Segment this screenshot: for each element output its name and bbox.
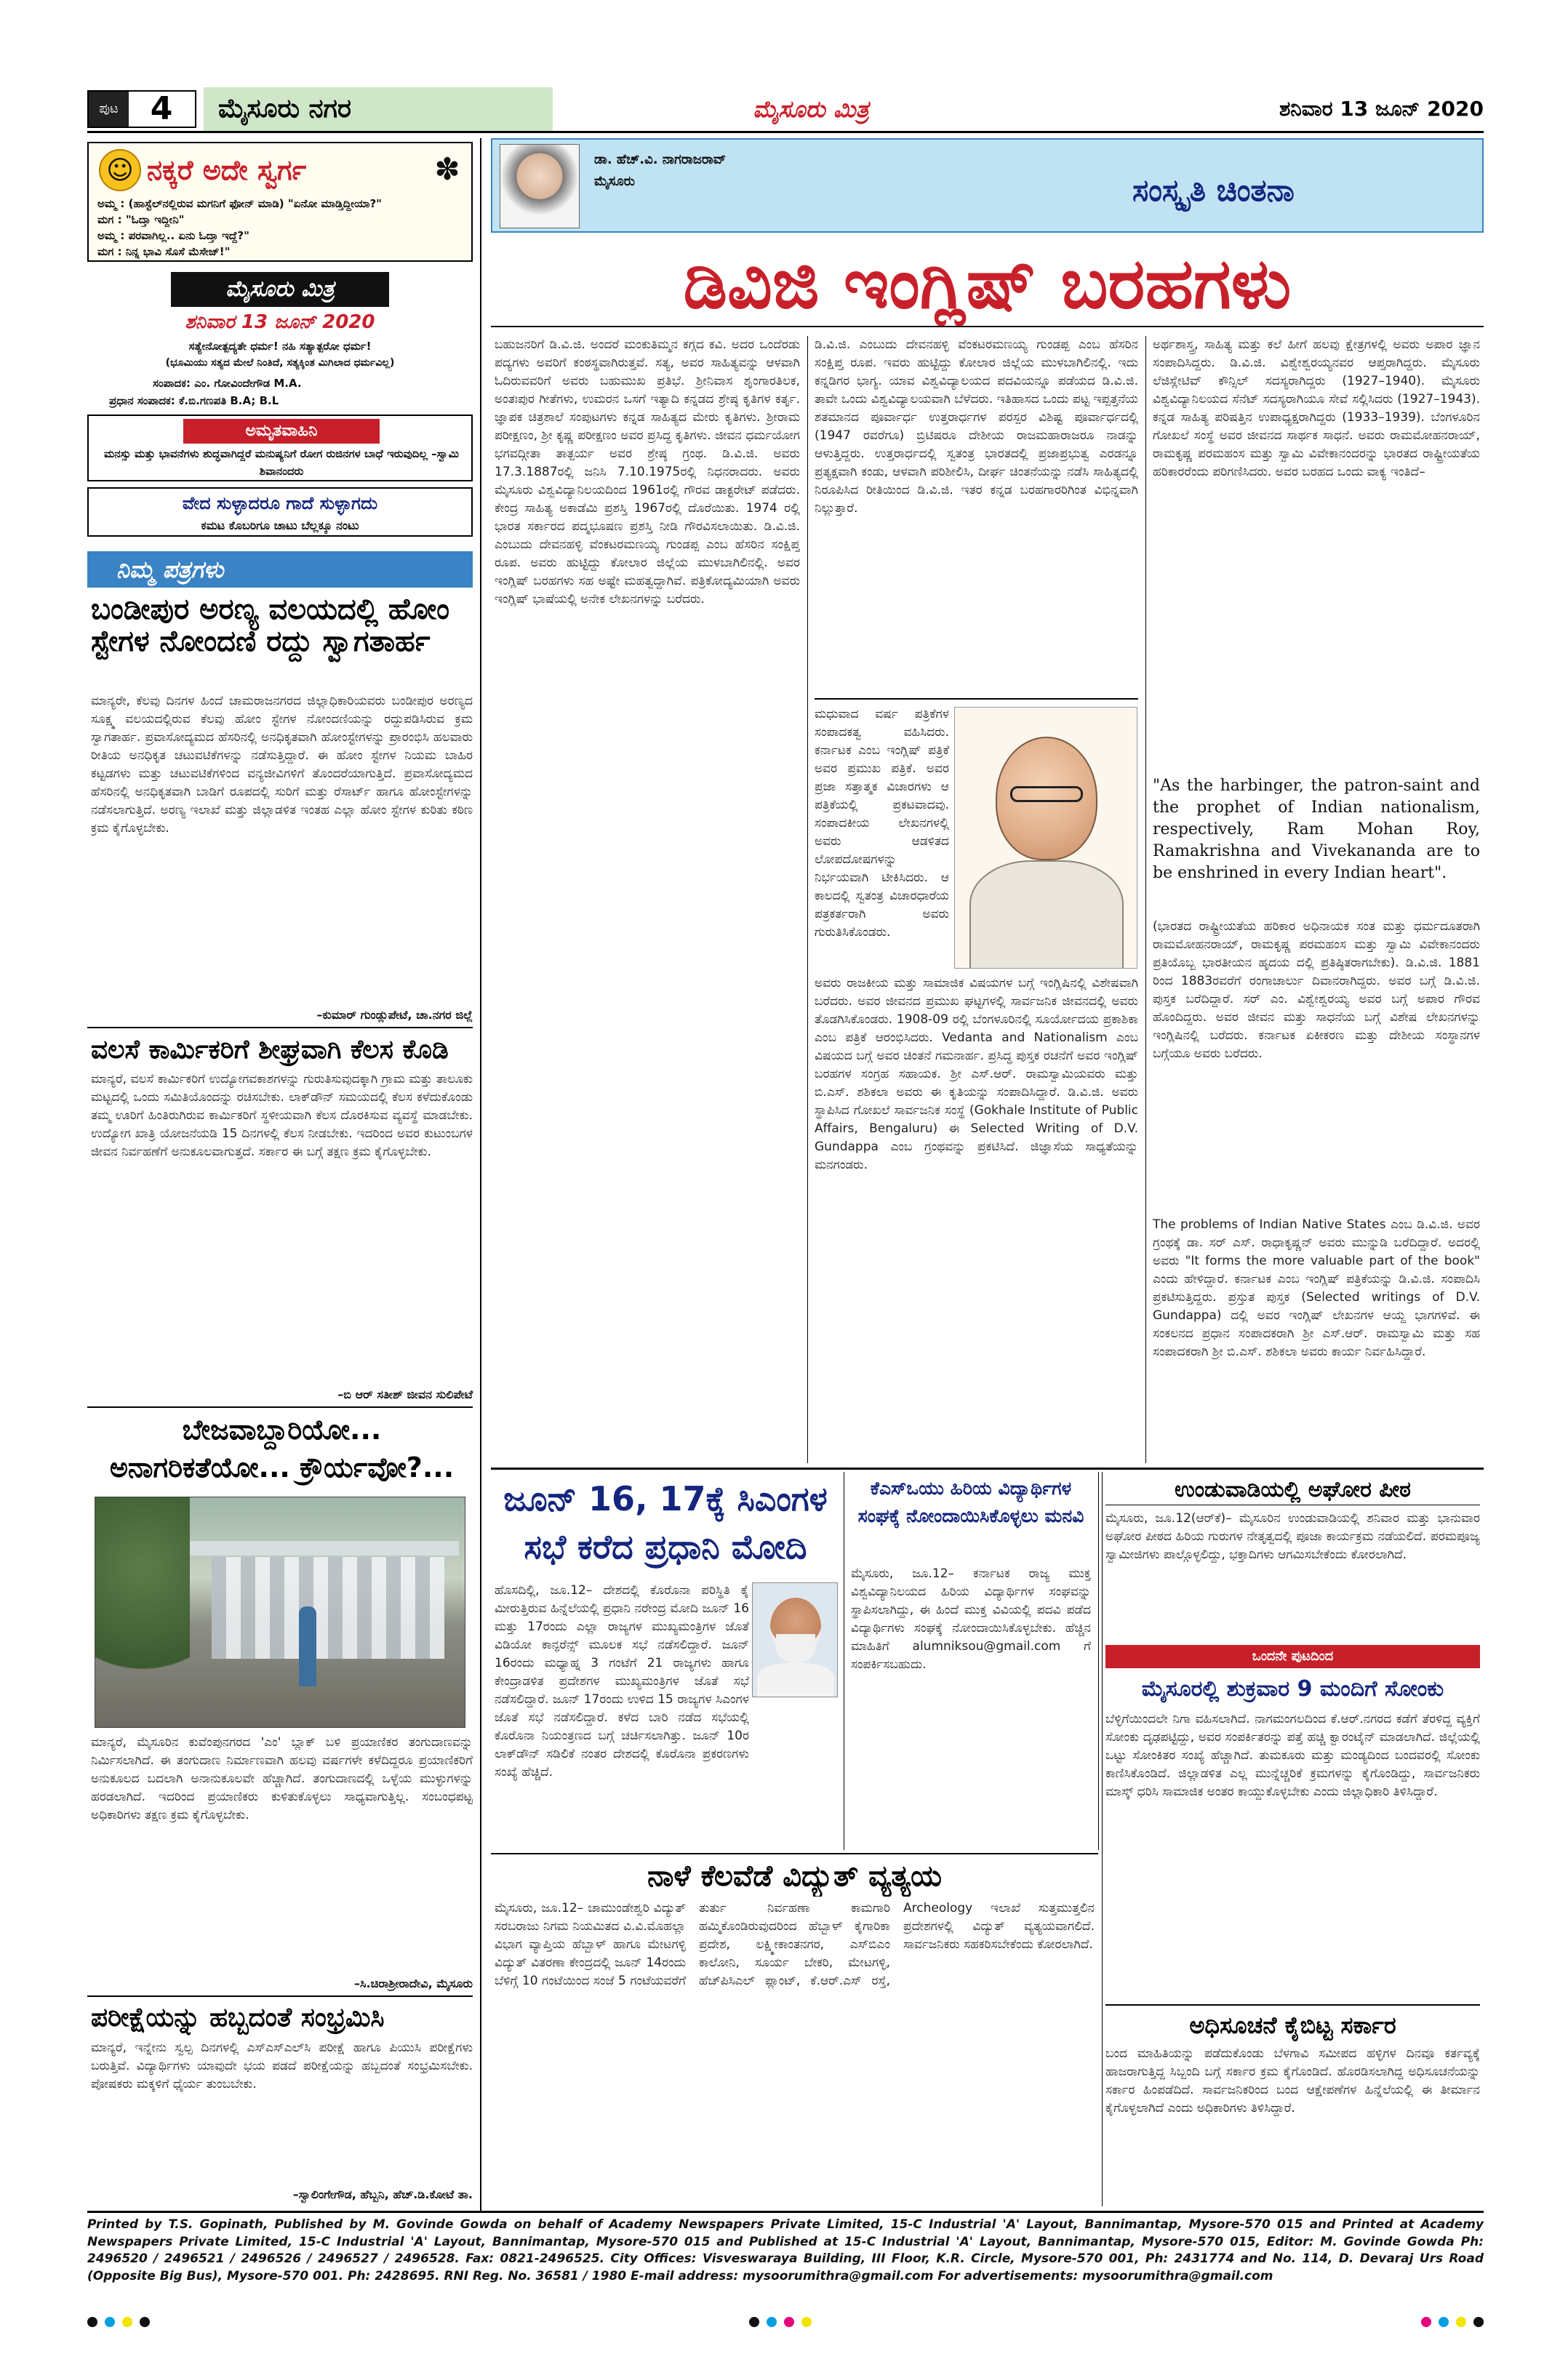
color-registration-dot	[1473, 2317, 1484, 2327]
col-divider	[1145, 336, 1146, 1463]
joke-title: ನಕ್ಕರೆ ಅದೇ ಸ್ವರ್ಗ	[147, 154, 307, 186]
info-motto-sub: (ಭೂಮಿಯು ಸತ್ಯದ ಮೇಲೆ ನಿಂತಿದೆ, ಸತ್ಯಕ್ಕಿಂತ ಮಿಗಿಲಾದ ಧರ್ಮವಿಲ್ಲ)	[165, 357, 395, 369]
color-registration-dot	[767, 2317, 777, 2327]
footer-rule	[87, 2211, 1484, 2213]
info-motto: ಸತ್ಯೇನೋತ್ಪದ್ಯತೇ ಧರ್ಮ! ನಹಿ ಸತ್ಯಾತ್ಪರೋ ಧರ್ಮ!	[188, 340, 372, 353]
ksou-body: ಮೈಸೂರು, ಜೂ.12– ಕರ್ನಾಟಕ ರಾಜ್ಯ ಮುಕ್ತ ವಿಶ್ವವಿದ್ಯಾನಿಲಯದ ಹಿರಿಯ ವಿದ್ಯಾರ್ಥಿಗಳ ಸಂಘವನ್ನು ಸ್ಥಾಪಿಸಲಾಗಿದ್ದು, ಈ ಹಿಂದೆ ಮುಕ್ತ ವಿವಿಯಲ್ಲಿ ಪದವಿ ಪಡೆದ ವಿದ್ಯಾರ್ಥಿಗಳು ಸಂಘಕ್ಕೆ ನೋಂದಾಯಿಸಿಕೊಳ್ಳಬೇಕು. ಹೆಚ್ಚಿನ ಮಾಹಿತಿಗೆ alumniksou@gmail.com ಗೆ ಸಂಪರ್ಕಿಸಬಹುದು.	[851, 1566, 1091, 1672]
modi-title: ಜೂನ್ 16, 17ಕ್ಕೆ ಸಿಎಂಗಳ ಸಭೆ ಕರೆದ ಪ್ರಧಾನಿ ಮೋದಿ	[503, 1479, 828, 1566]
color-registration-dot	[122, 2317, 132, 2327]
color-registration-dot	[749, 2317, 759, 2327]
laughing-face-icon: ☺	[99, 149, 141, 191]
shelter-roof-icon	[183, 1541, 459, 1556]
column-divider	[480, 138, 481, 2211]
footer-imprint: Printed by T.S. Gopinath, Published by M. Govinde Gowda on behalf of Academy Newspapers Private Limited, 15-C Industrial 'A' Layout, Bannimantap, Mysore-570 015 and Printed at Academy Newspapers Private Limited, 15-C Industrial 'A' Layout, Bannimantap, Mysore-570 015 and Published at 15-C Industrial 'A' Layout, Bannimantap, Mysore-570 015, Editor: M. Govinde Gowda Ph: 2496520 / 2496521 / 2496526 / 2496527 / 2496528. Fax: 0821-2496525. City Offices: Visveswaraya Building, III Floor, K.R. Circle, Mysore-570 001, Ph: 2431774 and No. 114, D. Devaraj Urs Road (Opposite Big Bus), Mysore-570 001. Ph: 2428695. RNI Reg. No. 36581 / 1980 E-mail address: mysoorumithra@gmail.com For advertisements: mysoorumithra@gmail.com	[87, 2217, 1484, 2283]
dvg-portrait	[954, 707, 1137, 969]
letter-3-body: ಮಾನ್ಯರೆ, ಮೈಸೂರಿನ ಕುವೆಂಪುನಗರದ 'ಎಂ' ಬ್ಲಾಕ್ ಬಳಿ ಪ್ರಯಾಣಿಕರ ತಂಗುದಾಣವನ್ನು ನಿರ್ಮಿಸಲಾಗಿದೆ. ಈ ತಂಗುದಾಣ ನಿರ್ಮಾಣವಾಗಿ ಹಲವು ವರ್ಷಗಳೇ ಕಳೆದಿದ್ದರೂ ಪ್ರಯಾಣಿಕರಿಗೆ ಅನುಕೂಲದ ಬದಲಾಗಿ ಅನಾನುಕೂಲವೇ ಹೆಚ್ಚಾಗಿದೆ. ತಂಗುದಾಣದಲ್ಲಿ ಒಳ್ಳೆಯ ಮುಳ್ಳುಗಳನ್ನು ಹರಡಲಾಗಿದೆ. ಇದರಿಂದ ಪ್ರಯಾಣಿಕರು ಕುಳಿತುಕೊಳ್ಳಲು ಸಾಧ್ಯವಾಗುತ್ತಿಲ್ಲ. ಸಂಬಂಧಪಟ್ಟ ಅಧಿಕಾರಿಗಳು ತಕ್ಷಣ ಕ್ರಮ ಕೈಗೊಳ್ಳಬೇಕು.	[91, 1735, 473, 1822]
col-divider	[1102, 1472, 1103, 2206]
proverb-sub: ಕಮಟ ಕೊಬರಿಗೂ ಚಾಟು ಬೆಲ್ಲಕ್ಕೂ ನಂಟು	[201, 519, 359, 532]
dvg-glasses-icon	[1010, 786, 1083, 802]
joke-line-3: ಅಮ್ಮ : ಪರವಾಗಿಲ್ಲ.. ಏನು ಓದ್ತಾ ಇದ್ದೆ?"	[97, 229, 249, 242]
power-body: ಮೈಸೂರು, ಜೂ.12– ಚಾಮುಂಡೇಶ್ವರಿ ವಿದ್ಯುತ್ ಸರಬರಾಜು ನಿಗಮ ನಿಯಮಿತದ ವಿ.ವಿ.ಮೊಹಲ್ಲಾ ವಿಭಾಗ ವ್ಯಾಪ್ತಿಯ ಹೆಬ್ಬಾಳ್ ಹಾಗೂ ಮೇಟಗಳ್ಳಿ ವಿದ್ಯುತ್ ವಿತರಣಾ ಕೇಂದ್ರದಲ್ಲಿ ಜೂನ್ 14ರಂದು ಬೆಳಿಗ್ಗೆ 10 ಗಂಟೆಯಿಂದ ಸಂಜೆ 5 ಗಂಟೆಯವರೆಗೆ ತುರ್ತು ನಿರ್ವಹಣಾ ಕಾಮಗಾರಿ ಹಮ್ಮಿಕೊಂಡಿರುವುದರಿಂದ ಹೆಬ್ಬಾಳ್ ಕೈಗಾರಿಕಾ ಪ್ರದೇಶ, ಲಕ್ಷ್ಮೀಕಾಂತನಗರ, ಎಸ್‌ಬಿಎಂ ಕಾಲೋನಿ, ಸೂರ್ಯ ಬೇಕರಿ, ಮೇಟಗಳ್ಳಿ, ಹೆಚ್‌ಪಿಸಿಎಲ್ ಪ್ಲಾಂಟ್, ಕೆ.ಆರ್.ಎಸ್ ರಸ್ತೆ, Archeology ಇಲಾಖೆ ಸುತ್ತಮುತ್ತಲಿನ ಪ್ರದೇಶಗಳಲ್ಲಿ ವಿದ್ಯುತ್ ವ್ಯತ್ಯಯವಾಗಲಿದೆ. ಸಾರ್ವಜನಿಕರು ಸಹಕರಿಸಬೇಕೆಂದು ಕೋರಲಾಗಿದೆ.	[495, 1901, 1095, 1988]
unduwadi-title: ಉಂಡುವಾಡಿಯಲ್ಲಿ ಅಘೋರ ಪೀಠ	[1105, 1475, 1480, 1505]
feature-bottom-rule	[491, 1468, 1484, 1470]
feature-col-2c: ಅವರು ರಾಜಕೀಯ ಮತ್ತು ಸಾಮಾಜಿಕ ವಿಷಯಗಳ ಬಗ್ಗೆ ಇಂಗ್ಲಿಷಿನಲ್ಲಿ ವಿಶೇಷವಾಗಿ ಬರೆದರು. ಅವರ ಜೀವನದ ಪ್ರಮುಖ ಘಟ್ಟಗಳಲ್ಲಿ ಸಾರ್ವಜನಿಕ ಜೀವನದಲ್ಲಿ ಅವರು ತೊಡಗಿಸಿಕೊಂಡರು. 1908-09 ರಲ್ಲಿ ಬೆಂಗಳೂರಿನಲ್ಲಿ ಸೂರ್ಯೋದಯ ಪ್ರಕಾಶಿಕಾ ಎಂಬ ಪತ್ರಿಕೆ ಆರಂಭಿಸಿದರು. Vedanta and Nationalism ಎಂಬ ವಿಷಯದ ಬಗ್ಗೆ ಅವರ ಚಿಂತನೆ ಗಮನಾರ್ಹ. ಪ್ರಸಿದ್ಧ ಪುಸ್ತಕ ರಚನೆಗೆ ಅವರ ಇಂಗ್ಲಿಷ್ ಬರಹಗಳ ಸಂಗ್ರಹ ಸಹಾಯಕ. ಶ್ರೀ ಎಸ್.ಆರ್. ರಾಮಸ್ವಾಮಿಯವರು ಮತ್ತು ಬಿ.ಎಸ್. ಶಶಿಕಲಾ ಅವರು ಈ ಕೃತಿಯನ್ನು ಸಂಪಾದಿಸಿದ್ದಾರೆ. ಡಿ.ವಿ.ಜಿ. ಅವರು ಸ್ಥಾಪಿಸಿದ ಗೋಖಲೆ ಸಾರ್ವಜನಿಕ ಸಂಸ್ಥೆ (Gokhale Institute of Public Affairs, Bengaluru) ಈ Selected Writing of D.V. Gundappa ಎಂಬ ಗ್ರಂಥವನ್ನು ಪ್ರಕಟಿಸಿದೆ. ಜಿಜ್ಞಾಸೆಯ ಸಾಧ್ಯತೆಯನ್ನು ಮನಗಂಡರು.	[815, 976, 1138, 1172]
color-registration-dot	[1421, 2317, 1431, 2327]
modi-shirt-icon	[757, 1663, 834, 1697]
amruthavani-box	[87, 415, 473, 481]
masthead-rule	[87, 131, 1484, 133]
bus-shelter-photo	[95, 1497, 465, 1728]
joke-line-4: ಮಗ : ನಿನ್ನ ಭಾವಿ ಸೊಸೆ ಮೆಸೇಜ್!"	[97, 245, 231, 258]
info-editor: ಸಂಪಾದಕ: ಎಂ. ಗೋವಿಂದೇಗೌಡ M.A.	[153, 377, 302, 390]
feature-quote: "As the harbinger, the patron-saint and the prophet of Indian nationalism, respectively, Ram Mohan Roy, Ramakrishna and Vivekananda are to be enshrined in every Indian heart".	[1153, 777, 1480, 882]
author-portrait	[500, 144, 580, 228]
paper-name: ಮೈಸೂರು ಮಿತ್ರ	[753, 95, 869, 123]
date-line: ಶನಿವಾರ 13 ಜೂನ್ 2020	[1279, 97, 1484, 121]
joke-line-2: ಮಗ : "ಓದ್ತಾ ಇದ್ದೀನಿ"	[97, 213, 185, 226]
modi-body: ಹೊಸದಿಲ್ಲಿ, ಜೂ.12– ದೇಶದಲ್ಲಿ ಕೊರೊನಾ ಪರಿಸ್ಥಿತಿ ಕೈ ಮೀರುತ್ತಿರುವ ಹಿನ್ನೆಲೆಯಲ್ಲಿ ಪ್ರಧಾನಿ ನರೇಂದ್ರ ಮೋದಿ ಜೂನ್ 16 ಮತ್ತು 17ರಂದು ಎಲ್ಲಾ ರಾಜ್ಯಗಳ ಮುಖ್ಯಮಂತ್ರಿಗಳ ಜೊತೆ ವಿಡಿಯೋ ಕಾನ್ಫರೆನ್ಸ್ ಮೂಲಕ ಸಭೆ ನಡೆಸಲಿದ್ದಾರೆ. ಜೂನ್ 16ರಂದು ಮಧ್ಯಾಹ್ನ 3 ಗಂಟೆಗೆ 21 ರಾಜ್ಯಗಳು ಹಾಗೂ ಕೇಂದ್ರಾಡಳಿತ ಪ್ರದೇಶಗಳ ಮುಖ್ಯಮಂತ್ರಿಗಳ ಜೊತೆ ಸಭೆ ನಡೆಸಲಿದ್ದಾರೆ. ಜೂನ್ 17ರಂದು ಉಳಿದ 15 ರಾಜ್ಯಗಳ ಸಿಎಂಗಳ ಜೊತೆ ಸಭೆ ನಡೆಸಲಿದ್ದಾರೆ. ಕಳೆದ ಬಾರಿ ನಡೆದ ಸಭೆಯಲ್ಲಿ ಕೊರೊನಾ ನಿಯಂತ್ರಣದ ಬಗ್ಗೆ ಚರ್ಚಿಸಲಾಗಿತ್ತು. ಜೂನ್ 10ರ ಲಾಕ್‌ಡೌನ್ ಸಡಿಲಿಕೆ ನಂತರ ದೇಶದಲ್ಲಿ ಕೊರೊನಾ ಪ್ರಕರಣಗಳು ಸಂಖ್ಯೆ ಹೆಚ್ಚಿದೆ.	[495, 1583, 749, 1779]
feature-col-3c: The problems of Indian Native States ಎಂಬ ಡಿ.ವಿ.ಜಿ. ಅವರ ಗ್ರಂಥಕ್ಕೆ ಡಾ. ಸರ್ ಎಸ್. ರಾಧಾಕೃಷ್ಣನ್ ಅವರು ಮುನ್ನುಡಿ ಬರೆದಿದ್ದಾರೆ. ಅದರಲ್ಲಿ ಅವರು "It forms the more valuable part of the book" ಎಂದು ಹೇಳಿದ್ದಾರೆ. ಕರ್ನಾಟಕ ಎಂಬ ಇಂಗ್ಲಿಷ್ ಪತ್ರಿಕೆಯನ್ನು ಡಿ.ವಿ.ಜಿ. ಸಂಪಾದಿಸಿ ಪ್ರಕಟಿಸುತ್ತಿದ್ದರು. ಪ್ರಸ್ತುತ ಪುಸ್ತಕ (Selected writings of D.V. Gundappa) ದಲ್ಲಿ ಅವರ ಇಂಗ್ಲಿಷ್ ಲೇಖನಗಳ ಆಯ್ದ ಭಾಗಗಳಿವೆ. ಈ ಸಂಕಲನದ ಪ್ರಧಾನ ಸಂಪಾದಕರಾಗಿ ಶ್ರೀ ಎಸ್.ಆರ್. ರಾಮಸ್ವಾಮಿ ಮತ್ತು ಸಹ ಸಂಪಾದಕರಾಗಿ ಶ್ರೀ ಬಿ.ಎಸ್. ಶಶಿಕಲಾ ಅವರು ಕಾರ್ಯ ನಿರ್ವಹಿಸಿದ್ದಾರೆ.	[1153, 1217, 1480, 1359]
col-divider	[1098, 1472, 1099, 1850]
divider	[491, 1853, 1098, 1854]
info-chief-editor: ಪ್ರಧಾನ ಸಂಪಾದಕ: ಕೆ.ಬಿ.ಗಣಪತಿ B.A; B.L	[109, 394, 279, 407]
divider	[1105, 2004, 1480, 2006]
feature-header	[491, 138, 1484, 233]
letter-4-sign: –ಸ್ವಾಲಿಂಗೇಗೌಡ, ಹೆಬ್ಬನಿ, ಹೆಚ್.ಡಿ.ಕೋಟೆ ತಾ.	[292, 2187, 473, 2201]
govt-title: ಅಧಿಸೂಚನೆ ಕೈಬಿಟ್ಟ ಸರ್ಕಾರ	[1189, 2011, 1396, 2039]
govt-body: ಬಂದ ಮಾಹಿತಿಯನ್ನು ಪಡೆದುಕೊಂಡು ಬೆಳಗಾವಿ ಸಮೀಪದ ಹಳ್ಳಿಗಳ ದಿನವೂ ಕರ್ತವ್ಯಕ್ಕೆ ಹಾಜರಾಗುತ್ತಿದ್ದ ಸಿಬ್ಬಂದಿ ಬಗ್ಗೆ ಸರ್ಕಾರ ಕ್ರಮ ಕೈಗೊಂಡಿದೆ. ಹೊರಡಿಸಲಾಗಿದ್ದ ಅಧಿಸೂಚನೆಯನ್ನು ಸರ್ಕಾರ ಹಿಂಪಡೆದಿದೆ. ಸಾರ್ವಜನಿಕರಿಂದ ಬಂದ ಆಕ್ಷೇಪಣೆಗಳ ಹಿನ್ನೆಲೆಯಲ್ಲಿ ಈ ತೀರ್ಮಾನ ಕೈಗೊಳ್ಳಲಾಗಿದೆ ಎಂದು ಅಧಿಕಾರಿಗಳು ತಿಳಿಸಿದ್ದಾರೆ.	[1105, 2046, 1480, 2115]
dvg-coat-icon	[969, 860, 1124, 969]
shelter-bench-icon	[212, 1557, 444, 1659]
info-logo: ಮೈಸೂರು ಮಿತ್ರ	[171, 272, 389, 307]
letter-2-title: ವಲಸೆ ಕಾರ್ಮಿಕರಿಗೆ ಶೀಘ್ರವಾಗಿ ಕೆಲಸ ಕೊಡಿ	[91, 1035, 449, 1065]
proverb-text: ವೇದ ಸುಳ್ಳಾದರೂ ಗಾದೆ ಸುಳ್ಳಾಗದು	[182, 493, 378, 513]
letter-1-sign: –ಕುಮಾರ್ ಗುಂಡ್ಲುಪೇಟೆ, ಚಾ.ನಗರ ಜಿಲ್ಲೆ	[316, 1008, 473, 1022]
author-city: ಮೈಸೂರು	[594, 174, 635, 189]
divider	[87, 1406, 473, 1408]
info-box	[87, 269, 473, 545]
page-number: 4	[150, 90, 173, 127]
feature-col-3b: (ಭಾರತದ ರಾಷ್ಟ್ರೀಯತೆಯ ಹರಿಕಾರ ಅಧಿನಾಯಕ ಸಂತ ಮತ್ತು ಧರ್ಮದೂತರಾಗಿ ರಾಮಮೋಹನರಾಯ್, ರಾಮಕೃಷ್ಣ ಪರಮಹಂಸ ಮತ್ತು ಸ್ವಾಮಿ ವಿವೇಕಾನಂದರು ಪ್ರತಿಯೊಬ್ಬ ಭಾರತೀಯನ ಹೃದಯ ದಲ್ಲಿ ಪ್ರತಿಷ್ಠಿತರಾಗಬೇಕು). ಡಿ.ವಿ.ಜಿ. 1881 ರಿಂದ 1883ರವರೆಗೆ ರಂಗಾಚಾರ್ಲು ದಿವಾನರಾಗಿದ್ದರು. ಅವರ ಬಗ್ಗೆ ಡಿ.ವಿ.ಜಿ. ಪುಸ್ತಕ ಬರೆದಿದ್ದಾರೆ. ಸರ್ ಎಂ. ವಿಶ್ವೇಶ್ವರಯ್ಯ ಅವರ ಬಗ್ಗೆ ಅಪಾರ ಗೌರವ ಹೊಂದಿದ್ದರು. ಅವರ ಜೀವನ ಮತ್ತು ಸಾಧನೆಯ ಬಗ್ಗೆ ವಿಶೇಷ ಲೇಖನಗಳನ್ನು ಇಂಗ್ಲಿಷಿನಲ್ಲಿ ಬರೆದರು. ಕರ್ನಾಟಕ ಏಕೀಕರಣ ಮತ್ತು ದೇಶೀಯ ಸಂಸ್ಥಾನಗಳ ಬಗ್ಗೆಯೂ ಅವರು ಬರೆದರು.	[1153, 919, 1480, 1061]
feature-col-2b: ಮಧುವಾದ ವರ್ಷ ಪತ್ರಿಕೆಗಳ ಸಂಪಾದಕತ್ವ ವಹಿಸಿದರು. ಕರ್ನಾಟಕ ಎಂಬ ಇಂಗ್ಲಿಷ್ ಪತ್ರಿಕೆ ಅವರ ಪ್ರಮುಖ ಪತ್ರಿಕೆ. ಅವರ ಪ್ರಜಾ ಸತ್ತಾತ್ಮಕ ವಿಚಾರಗಳು ಆ ಪತ್ರಿಕೆಯಲ್ಲಿ ಪ್ರಕಟವಾದವು. ಸಂಪಾದಕೀಯ ಲೇಖನಗಳಲ್ಲಿ ಅವರು ಆಡಳಿತದ ಲೋಪದೋಷಗಳನ್ನು ನಿರ್ಭಯವಾಗಿ ಟೀಕಿಸಿದರು. ಆ ಕಾಲದಲ್ಲಿ ಸ್ವತಂತ್ರ ವಿಚಾರಧಾರೆಯ ಪತ್ರಕರ್ತರಾಗಿ ಅವರು ಗುರುತಿಸಿಕೊಂಡರು.	[815, 707, 949, 940]
modi-beard-icon	[776, 1634, 815, 1663]
column-name: ಸಂಸ್ಕೃತಿ ಚಿಂತನಾ	[1132, 172, 1295, 208]
page-number-box	[87, 90, 196, 128]
letter-1-title: ಬಂಡೀಪುರ ಅರಣ್ಯ ವಲಯದಲ್ಲಿ ಹೋಂ ಸ್ಟೇಗಳ ನೋಂದಣಿ ರದ್ದು ಸ್ವಾಗತಾರ್ಹ	[91, 593, 450, 658]
col-divider	[807, 336, 808, 1463]
info-date: ಶನಿವಾರ 13 ಜೂನ್ 2020	[185, 311, 375, 333]
letter-2-sign: –ಬಿ ಆರ್ ಸತೀಶ್ ಜೀವನ ಸುಲಿಪೇಟೆ	[337, 1388, 473, 1401]
power-title: ನಾಳೆ ಕೆಲವೆಡೆ ವಿದ್ಯುತ್ ವ್ಯತ್ಯಯ	[647, 1859, 942, 1893]
author-name: ಡಾ. ಹೆಚ್.ವಿ. ನಾಗರಾಜರಾವ್	[594, 152, 727, 167]
masthead	[87, 87, 1484, 131]
feature-col-2a: ಡಿ.ವಿ.ಜಿ. ಎಂಬುದು ದೇವನಹಳ್ಳಿ ವೆಂಕಟರಮಣಯ್ಯ ಗುಂಡಪ್ಪ ಎಂಬ ಹೆಸರಿನ ಸಂಕ್ಷಿಪ್ತ ರೂಪ. ಇವರು ಹುಟ್ಟಿದ್ದು ಕೋಲಾರ ಜಿಲ್ಲೆಯ ಮುಳಬಾಗಿಲಿನಲ್ಲಿ. ಇದು ಕನ್ನಡಿಗರ ಭಾಗ್ಯ. ಯಾವ ವಿಶ್ವವಿದ್ಯಾಲಯದ ಪದವಿಯನ್ನೂ ಪಡೆಯದ ಡಿ.ವಿ.ಜಿ. ತಾವೇ ಒಂದು ವಿಶ್ವವಿದ್ಯಾಲಯವಾಗಿ ಬೆಳೆದರು. ಇತಿಹಾಸದ ಒಂದು ಪಟ್ಟ ಇಪ್ಪತ್ತನೆಯ ಶತಮಾನದ ಪೂರ್ವಾರ್ಧ ಉತ್ತರಾರ್ಧಗಳ ಪರಸ್ಪರ ವಿಶಿಷ್ಟ ಪೂರ್ವಾರ್ಧದಲ್ಲಿ (1947 ರವರೆಗೂ) ಬ್ರಿಟಿಷರೂ ದೇಶೀಯ ರಾಜಮಹಾರಾಜರೂ ನಾಡನ್ನು ಆಳುತ್ತಿದ್ದರು. ಉತ್ತರಾರ್ಧದಲ್ಲಿ ಸ್ವತಂತ್ರ ಭಾರತದಲ್ಲಿ ಪ್ರಜಾಪ್ರಭುತ್ವ ಎರಡನ್ನೂ ಪ್ರತ್ಯಕ್ಷವಾಗಿ ಕಂಡು, ಆಳವಾಗಿ ಪರಿಶೀಲಿಸಿ, ದೀರ್ಘ ಚಿಂತನೆಯನ್ನು ನಡೆಸಿ ಸಾಹಿತ್ಯದಲ್ಲಿ ನಿರೂಪಿಸಿದ ರೀತಿಯಿಂದ ಡಿ.ವಿ.ಜಿ. ಇತರ ಕನ್ನಡ ಬರಹಗಾರರಿಗಿಂತ ವಿಭಿನ್ನವಾಗಿ ನಿಲ್ಲುತ್ತಾರೆ.	[815, 337, 1138, 516]
color-registration-dot	[105, 2317, 115, 2327]
color-registration-dot	[801, 2317, 812, 2327]
letter-2-body: ಮಾನ್ಯರೆ, ವಲಸೆ ಕಾರ್ಮಿಕರಿಗೆ ಉದ್ಯೋಗವಕಾಶಗಳನ್ನು ಗುರುತಿಸುವುದಕ್ಕಾಗಿ ಗ್ರಾಮ ಮತ್ತು ತಾಲೂಕು ಮಟ್ಟದಲ್ಲಿ ಒಂದು ಸಮಿತಿಯೊಂದನ್ನು ರಚಿಸಬೇಕು. ಲಾಕ್‌ಡೌನ್ ಸಮಯದಲ್ಲಿ ಕೆಲಸ ಕಳೆದುಕೊಂಡು ತಮ್ಮ ಊರಿಗೆ ಹಿಂತಿರುಗಿರುವ ಕಾರ್ಮಿಕರಿಗೆ ಸ್ಥಳೀಯವಾಗಿ ಕೆಲಸ ದೊರಕಿಸುವ ವ್ಯವಸ್ಥೆ ಮಾಡಬೇಕು. ಉದ್ಯೋಗ ಖಾತ್ರಿ ಯೋಜನೆಯಡಿ 15 ದಿನಗಳಲ್ಲಿ ಕೆಲಸ ನೀಡಬೇಕು. ಇದರಿಂದ ಅವರ ಕುಟುಂಬಗಳ ಜೀವನ ನಿರ್ವಹಣೆಗೆ ಅನುಕೂಲವಾಗುತ್ತದೆ. ಸರ್ಕಾರ ಈ ಬಗ್ಗೆ ತಕ್ಷಣ ಕ್ರಮ ಕೈಗೊಳ್ಳಬೇಕು.	[91, 1072, 473, 1159]
person-icon	[299, 1606, 316, 1686]
proverb-box	[87, 487, 473, 537]
feature-col-1: ಬಹುಜನರಿಗೆ ಡಿ.ವಿ.ಜಿ. ಅಂದರೆ ಮಂಕುತಿಮ್ಮನ ಕಗ್ಗದ ಕವಿ. ಅದರ ಒಂದೆರಡು ಪದ್ಯಗಳು ಅವರಿಗೆ ಕಂಠಸ್ಥವಾಗಿರುತ್ತವೆ. ಸತ್ಯ, ಅವರ ಸಾಹಿತ್ಯವನ್ನು ಆಳವಾಗಿ ಓದಿರುವವರಿಗೆ ಅವರು ಬಹುಮುಖ ಪ್ರತಿಭೆ. ಶ್ರೀನಿವಾಸ ಶೃಂಗಾರತಿಲಕ, ಅಂತಃಪುರ ಗೀತೆಗಳು, ಉಮರನ ಒಸಗೆ ಇತ್ಯಾದಿ ಕನ್ನಡದ ಶ್ರೇಷ್ಠ ಕೃತಿಗಳ ಕರ್ತೃ. ಜ್ಞಾಪಕ ಚಿತ್ರಶಾಲೆ ಸಂಪುಟಗಳು ಕನ್ನಡ ಸಾಹಿತ್ಯದ ಮೇರು ಕೃತಿಗಳು. ಶ್ರೀರಾಮ ಪರೀಕ್ಷಣಂ, ಶ್ರೀ ಕೃಷ್ಣ ಪರೀಕ್ಷಣಂ ಅವರ ಪ್ರಸಿದ್ಧ ಕೃತಿಗಳು. ಜೀವನ ಧರ್ಮಯೋಗ ಭಗವದ್ಗೀತಾ ತಾತ್ಪರ್ಯ ಅವರ ಶ್ರೇಷ್ಠ ಗ್ರಂಥ. ಡಿ.ವಿ.ಜಿ. ಅವರು 17.3.1887ರಲ್ಲಿ ಜನಿಸಿ 7.10.1975ರಲ್ಲಿ ನಿಧನರಾದರು. ಅವರು ಮೈಸೂರು ವಿಶ್ವವಿದ್ಯಾನಿಲಯದಿಂದ 1961ರಲ್ಲಿ ಗೌರವ ಡಾಕ್ಟರೇಟ್ ಪಡೆದರು. ಕೇಂದ್ರ ಸಾಹಿತ್ಯ ಅಕಾಡೆಮಿ ಪ್ರಶಸ್ತಿ 1967ರಲ್ಲಿ ದೊರೆಯಿತು. 1974 ರಲ್ಲಿ ಭಾರತ ಸರ್ಕಾರದ ಪದ್ಮಭೂಷಣ ಪ್ರಶಸ್ತಿ ನೀಡಿ ಗೌರವಿಸಲಾಯಿತು. ಡಿ.ವಿ.ಜಿ. ಎಂಬುದು ದೇವನಹಳ್ಳಿ ವೆಂಕಟರಮಣಯ್ಯ ಗುಂಡಪ್ಪ ಎಂಬ ಹೆಸರಿನ ಸಂಕ್ಷಿಪ್ತ ರೂಪ. ಅವರು ಹುಟ್ಟಿದ್ದು ಕೋಲಾರ ಜಿಲ್ಲೆಯ ಮುಳಬಾಗಿಲಿನಲ್ಲಿ. ಅವರ ಇಂಗ್ಲಿಷ್ ಬರಹಗಳು ಸಹ ಅಷ್ಟೇ ಮಹತ್ವದ್ದಾಗಿವೆ. ಪತ್ರಿಕೋದ್ಯಮಿಯಾಗಿ ಅವರು ಇಂಗ್ಲಿಷ್ ಭಾಷೆಯಲ್ಲಿ ಅನೇಕ ಲೇಖನಗಳನ್ನು ಬರೆದರು.	[495, 337, 800, 606]
continued-bar: ಒಂದನೇ ಪುಟದಿಂದ	[1105, 1645, 1480, 1668]
letters-banner: ನಿಮ್ಮ ಪತ್ರಗಳು	[87, 551, 473, 588]
color-registration-dot	[140, 2317, 150, 2327]
letter-4-title: ಪರೀಕ್ಷೆಯನ್ನು ಹಬ್ಬದಂತೆ ಸಂಭ್ರಮಿಸಿ	[91, 2003, 385, 2033]
feature-col-3: ಅರ್ಥಶಾಸ್ತ್ರ, ಸಾಹಿತ್ಯ ಮತ್ತು ಕಲೆ ಹೀಗೆ ಹಲವು ಕ್ಷೇತ್ರಗಳಲ್ಲಿ ಅವರು ಅಪಾರ ಜ್ಞಾನ ಸಂಪಾದಿಸಿದ್ದರು. ಡಿ.ವಿ.ಜಿ. ವಿಶ್ವೇಶ್ವರಯ್ಯನವರ ಆಪ್ತರಾಗಿದ್ದರು. ಮೈಸೂರು ಲೆಜಿಸ್ಲೇಟಿವ್ ಕೌನ್ಸಿಲ್ ಸದಸ್ಯರಾಗಿದ್ದರು (1927–1940). ಮೈಸೂರು ವಿಶ್ವವಿದ್ಯಾನಿಲಯದ ಸೆನೆಟ್ ಸದಸ್ಯರಾಗಿಯೂ ಸೇವೆ ಸಲ್ಲಿಸಿದರು (1927–1943). ಕನ್ನಡ ಸಾಹಿತ್ಯ ಪರಿಷತ್ತಿನ ಉಪಾಧ್ಯಕ್ಷರಾಗಿದ್ದರು (1933–1939). ಬೆಂಗಳೂರಿನ ಗೋಖಲೆ ಸಂಸ್ಥೆ ಅವರ ಜೀವನದ ಸಾರ್ಥಕ ಸಾಧನೆ. ಅವರು ರಾಮಮೋಹನರಾಯ್, ರಾಮಕೃಷ್ಣ ಪರಮಹಂಸ ಮತ್ತು ಸ್ವಾಮಿ ವಿವೇಕಾನಂದರನ್ನು ಭಾರತದ ರಾಷ್ಟ್ರೀಯತೆಯ ಹರಿಕಾರರೆಂದು ಪರಿಗಣಿಸಿದರು. ಅವರ ಬರಹದ ಒಂದು ವಾಕ್ಯ ಇಂತಿದೆ–	[1153, 337, 1480, 479]
letter-1-body: ಮಾನ್ಯರೇ, ಕೆಲವು ದಿನಗಳ ಹಿಂದೆ ಚಾಮರಾಜನಗರದ ಜಿಲ್ಲಾಧಿಕಾರಿಯವರು ಬಂಡೀಪುರ ಅರಣ್ಯದ ಸೂಕ್ಷ್ಮ ವಲಯದಲ್ಲಿರುವ ಕೆಲವು ಹೋಂ ಸ್ಟೇಗಳ ನೋಂದಣಿಯನ್ನು ರದ್ದುಪಡಿಸಿರುವ ಕ್ರಮ ಸ್ವಾಗತಾರ್ಹ. ಪ್ರವಾಸೋದ್ಯಮದ ಹೆಸರಿನಲ್ಲಿ ಅನಧಿಕೃತವಾಗಿ ಹೋಂಸ್ಟೇಗಳನ್ನು ಪ್ರಾರಂಭಿಸಿ ಹಲವಾರು ರೀತಿಯ ಅನಧಿಕೃತ ಚಟುವಟಿಕೆಗಳನ್ನು ನಡೆಸುತ್ತಿದ್ದಾರೆ. ಈ ಹೋಂ ಸ್ಟೇಗಳ ನಿಯಮ ಬಾಹಿರ ಕಟ್ಟಡಗಳು ಮತ್ತು ಚಟುವಟಿಕೆಗಳಿಂದ ವನ್ಯಜೀವಿಗಳಿಗೆ ತೊಂದರೆಯಾಗುತ್ತಿದೆ. ಪ್ರವಾಸೋದ್ಯಮದ ಹೆಸರಿನಲ್ಲಿ ಅನಧಿಕೃತವಾಗಿ ಬಾಡಿಗೆ ರೂಪದಲ್ಲಿ ಸುರಿಗೆ ಮತ್ತು ರೆಸಾರ್ಟ್ ಹಾಗೂ ಹೋಂಸ್ಟೇಗಳನ್ನು ನಡೆಸಲಾಗುತ್ತಿದೆ. ಅರಣ್ಯ ಇಲಾಖೆ ಮತ್ತು ಜಿಲ್ಲಾಡಳಿತ ಇಂತಹ ಎಲ್ಲಾ ಹೋಂ ಸ್ಟೇಗಳ ಕುರಿತು ಕಠಿಣ ಕ್ರಮ ಕೈಗೊಳ್ಳಬೇಕು.	[91, 694, 473, 836]
divider	[87, 1027, 473, 1028]
ksou-title: ಕೆಎಸ್‌ಒಯು ಹಿರಿಯ ವಿದ್ಯಾರ್ಥಿಗಳ ಸಂಘಕ್ಕೆ ನೋಂದಾಯಿಸಿಕೊಳ್ಳಲು ಮನವಿ	[857, 1478, 1084, 1526]
feature-headline: ಡಿವಿಜಿ ಇಂಗ್ಲಿಷ್ ಬರಹಗಳು	[491, 240, 1484, 327]
letter-3-title: ಬೇಜವಾಬ್ದಾರಿಯೋ... ಅನಾಗರಿಕತೆಯೋ... ಕ್ರೌರ್ಯವೋ?...	[109, 1414, 455, 1484]
letter-4-body: ಮಾನ್ಯರೆ, ಇನ್ನೇನು ಸ್ವಲ್ಪ ದಿನಗಳಲ್ಲಿ ಎಸ್‌ಎಸ್‌ಎಲ್‌ಸಿ ಪರೀಕ್ಷೆ ಹಾಗೂ ಪಿಯುಸಿ ಪರೀಕ್ಷೆಗಳು ಬರುತ್ತಿವೆ. ವಿದ್ಯಾರ್ಥಿಗಳು ಯಾವುದೇ ಭಯ ಪಡದೆ ಪರೀಕ್ಷೆಯನ್ನು ಹಬ್ಬದಂತೆ ಸಂಭ್ರಮಿಸಬೇಕು. ಪೋಷಕರು ಮಕ್ಕಳಿಗೆ ಧೈರ್ಯ ತುಂಬಬೇಕು.	[91, 2041, 473, 2091]
amruthavani-title: ಅಮೃತವಾಹಿನಿ	[183, 419, 380, 444]
divider	[815, 698, 1138, 700]
joke-box	[87, 142, 473, 262]
corona-title: ಮೈಸೂರಲ್ಲಿ ಶುಕ್ರವಾರ 9 ಮಂದಿಗೆ ಸೋಂಕು	[1141, 1676, 1444, 1702]
section-title: ಮೈಸೂರು ನಗರ	[204, 87, 553, 131]
divider	[87, 1995, 473, 1997]
corona-body: ಬೆಳ್ಳಿಗೆಯಿಂದಲೇ ನಿಗಾ ವಹಿಸಲಾಗಿದೆ. ನಾಗಮಂಗಲದಿಂದ ಕೆ.ಆರ್.ನಗರದ ಕಡೆಗೆ ತೆರಳಿದ್ದ ವ್ಯಕ್ತಿಗೆ ಸೋಂಕು ದೃಢಪಟ್ಟಿದ್ದು, ಅವರ ಸಂಪರ್ಕಿತರನ್ನು ಪತ್ತೆ ಹಚ್ಚಿ ಕ್ವಾರಂಟೈನ್ ಮಾಡಲಾಗಿದೆ. ಜಿಲ್ಲೆಯಲ್ಲಿ ಒಟ್ಟು ಸೋಂಕಿತರ ಸಂಖ್ಯೆ ಹೆಚ್ಚಾಗಿದೆ. ತುಮಕೂರು ಮತ್ತು ಮಂಡ್ಯದಿಂದ ಬಂದವರಲ್ಲಿ ಸೋಂಕು ಕಾಣಿಸಿಕೊಂಡಿದೆ. ಜಿಲ್ಲಾಡಳಿತ ಎಲ್ಲ ಮುನ್ನೆಚ್ಚರಿಕೆ ಕ್ರಮಗಳನ್ನು ಕೈಗೊಂಡಿದ್ದು, ಸಾರ್ವಜನಿಕರು ಮಾಸ್ಕ್ ಧರಿಸಿ ಸಾಮಾಜಿಕ ಅಂತರ ಕಾಯ್ದುಕೊಳ್ಳಬೇಕು ಎಂದು ಜಿಲ್ಲಾಧಿಕಾರಿ ತಿಳಿಸಿದ್ದಾರೆ.	[1105, 1712, 1480, 1799]
color-registration-dot	[1456, 2317, 1466, 2327]
color-registration-dot	[1439, 2317, 1449, 2327]
color-registration-dot	[784, 2317, 794, 2327]
page-label: ಪುಟ	[89, 92, 129, 127]
amruthavani-text: ಮನಸ್ಸು ಮತ್ತು ಭಾವನೆಗಳು ಶುದ್ಧವಾಗಿದ್ದರೆ ಮನುಷ್ಯನಿಗೆ ರೋಗ ರುಜಿನಗಳ ಬಾಧೆ ಇರುವುದಿಲ್ಲ –ಸ್ವಾಮಿ ಶಿವಾನಂದರು	[104, 447, 459, 478]
joke-line-1: ಅಮ್ಮ : (ಹಾಸ್ಟೆಲ್‌ನಲ್ಲಿರುವ ಮಗನಿಗೆ ಫೋನ್ ಮಾಡಿ) "ಏನೋ ಮಾಡ್ತಿದ್ದೀಯಾ?"	[97, 197, 382, 210]
unduwadi-body: ಮೈಸೂರು, ಜೂ.12(ಆರ್‌ಕೆ)– ಮೈಸೂರಿನ ಉಂಡುವಾಡಿಯಲ್ಲಿ ಶನಿವಾರ ಮತ್ತು ಭಾನುವಾರ ಅಘೋರ ಪೀಠದ ಹಿರಿಯ ಗುರುಗಳ ನೇತೃತ್ವದಲ್ಲಿ ಪೂಜಾ ಕಾರ್ಯಕ್ರಮ ನಡೆಯಲಿದೆ. ಪರಮಪೂಜ್ಯ ಸ್ವಾಮೀಜಿಗಳು ಪಾಲ್ಗೊಳ್ಳಲಿದ್ದು, ಭಕ್ತಾದಿಗಳು ಆಗಮಿಸಬೇಕೆಂದು ಕೋರಲಾಗಿದೆ.	[1105, 1511, 1480, 1562]
scarecrow-icon: ✽	[434, 151, 460, 187]
modi-photo	[752, 1582, 838, 1697]
letter-3-sign: –ಸಿ.ಚಿರಾಶ್ರೀರಾದೇವಿ, ಮೈಸೂರು	[354, 1977, 473, 1990]
color-registration-dot	[87, 2317, 97, 2327]
tree-icon	[95, 1497, 190, 1728]
